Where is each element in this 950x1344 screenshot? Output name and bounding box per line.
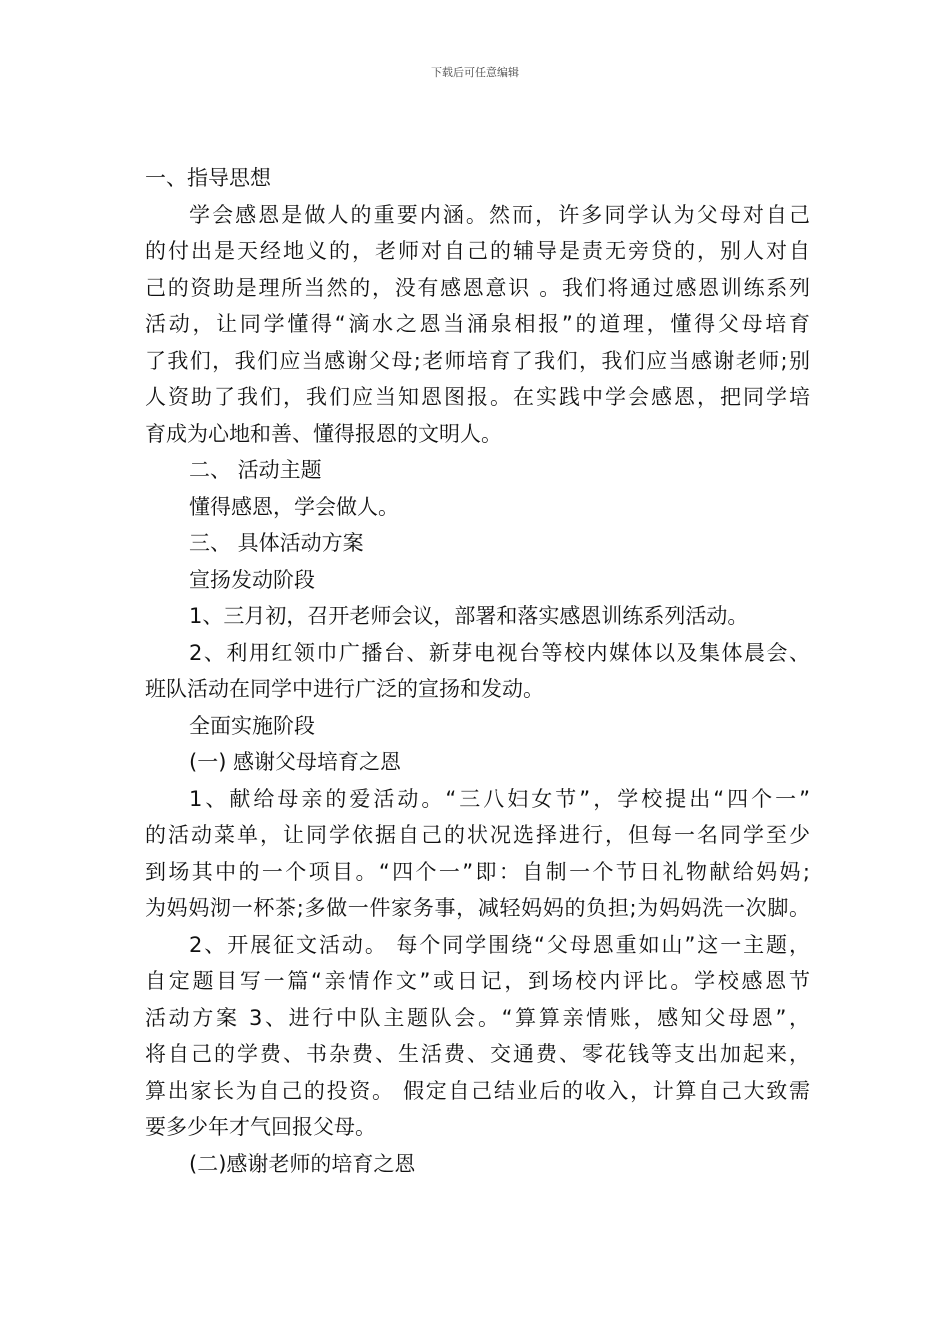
text-line: 将自己的学费、书杂费、生活费、交通费、零花钱等支出加起来， bbox=[145, 1042, 810, 1066]
document-body bbox=[145, 160, 810, 1182]
text-line: 班队活动在同学中进行广泛的宣扬和发动。 bbox=[145, 677, 544, 701]
text-line: 己的资助是理所当然的，没有感恩意识 。我们将通过感恩训练系列 bbox=[145, 275, 810, 300]
text-line: 算出家长为自己的投资。 假定自己结业后的收入，计算自己大致需 bbox=[145, 1078, 810, 1103]
text-line: 活动方案 3、进行中队主题队会。“算算亲情账，感知父母恩”， bbox=[145, 1005, 810, 1030]
text-line: 到场其中的一个项目。“四个一”即：自制一个节日礼物献给妈妈; bbox=[145, 859, 810, 884]
text-line: 为妈妈沏一杯茶;多做一件家务事，减轻妈妈的负担;为妈妈洗一次脚。 bbox=[145, 896, 810, 920]
text-line: 宣扬发动阶段 bbox=[189, 567, 315, 592]
text-line: (一) 感谢父母培育之恩 bbox=[189, 750, 402, 774]
text-line: 1、献给母亲的爱活动。“三八妇女节”，学校提出“四个一” bbox=[189, 786, 810, 811]
text-line: 三、 具体活动方案 bbox=[189, 531, 364, 555]
text-line: 2、利用红领巾广播台、新芽电视台等校内媒体以及集体晨会、 bbox=[189, 640, 810, 665]
text-line: 了我们，我们应当感谢父母;老师培育了我们，我们应当感谢老师;别 bbox=[145, 348, 810, 373]
page-header-note: 下载后可任意编辑 bbox=[431, 66, 519, 79]
text-line: 懂得感恩，学会做人。 bbox=[189, 494, 399, 519]
text-line: 学会感恩是做人的重要内涵。然而，许多同学认为父母对自己 bbox=[189, 202, 810, 227]
text-line: 人资助了我们，我们应当知恩图报。在实践中学会感恩，把同学培 bbox=[145, 385, 810, 409]
text-line: 育成为心地和善、懂得报恩的文明人。 bbox=[145, 421, 502, 446]
text-line: 自定题目写一篇“亲情作文”或日记，到场校内评比。学校感恩节 bbox=[145, 969, 810, 993]
text-line: 的付出是天经地义的，老师对自己的辅导是责无旁贷的，别人对自 bbox=[145, 239, 810, 263]
text-line: 2、开展征文活动。 每个同学围绕“父母恩重如山”这一主题， bbox=[189, 932, 810, 957]
text-line: 活动，让同学懂得“滴水之恩当涌泉相报”的道理，懂得父母培育 bbox=[145, 312, 810, 336]
text-line: 全面实施阶段 bbox=[189, 713, 315, 738]
text-line: 要多少年才气回报父母。 bbox=[145, 1115, 376, 1139]
text-line: 一、指导思想 bbox=[145, 166, 271, 190]
text-line: 的活动菜单，让同学依据自己的状况选择进行，但每一名同学至少 bbox=[145, 823, 810, 847]
text-line: 二、 活动主题 bbox=[189, 458, 322, 482]
text-line: (二)感谢老师的培育之恩 bbox=[189, 1151, 416, 1176]
text-line: 1、三月初，召开老师会议，部署和落实感恩训练系列活动。 bbox=[189, 604, 749, 628]
